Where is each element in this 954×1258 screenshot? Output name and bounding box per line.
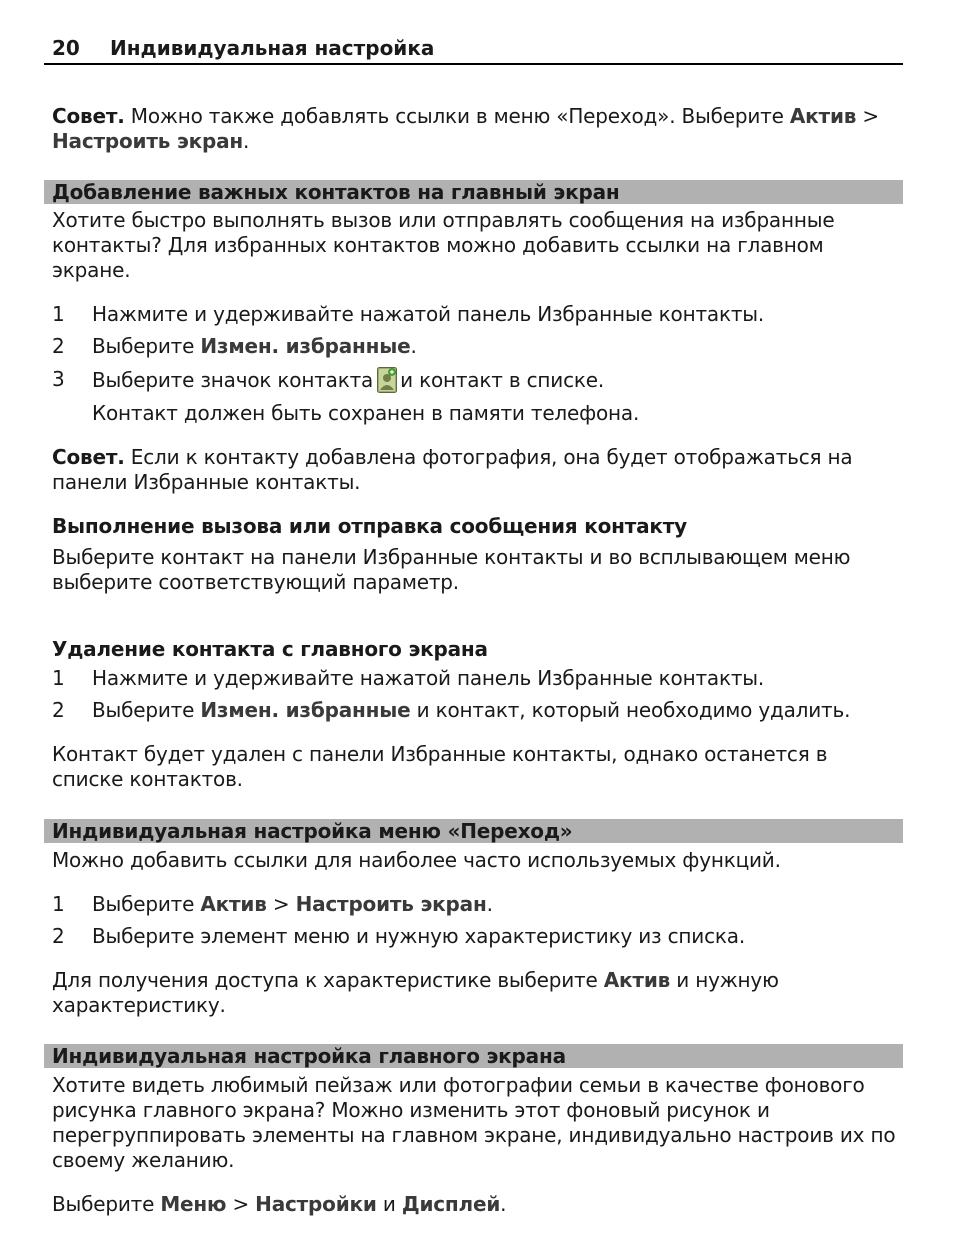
- step-text: Нажмите и удерживайте нажатой панель Избранные контакты.: [92, 302, 765, 326]
- tip-paragraph: [44, 104, 903, 154]
- step-text-part: и контакт, который необходимо удалить.: [410, 698, 851, 722]
- menu-path-display: Дисплей: [401, 1192, 501, 1216]
- page-header-title: Индивидуальная настройка: [110, 36, 435, 60]
- path-text: Выберите: [52, 1192, 161, 1216]
- tip-text: Если к контакту добавлена фотография, она будет отображаться на панели Избранные контакты.: [52, 445, 853, 494]
- tip-label: Совет.: [52, 445, 125, 469]
- step-text-part: Выберите: [92, 334, 201, 358]
- subsection-heading: Выполнение вызова или отправка сообщения контакту: [52, 514, 688, 538]
- step-text: [92, 698, 850, 723]
- step-number: 1: [52, 666, 65, 690]
- step-item: [44, 924, 903, 949]
- subsection-text: Выберите контакт на панели Избранные контакты и во всплывающем меню выберите соответствующий параметр.: [52, 545, 851, 594]
- menu-path-menu: Меню: [160, 1192, 227, 1216]
- path-text: и: [376, 1192, 402, 1216]
- outro-text: и нужную характеристику.: [52, 968, 779, 1017]
- section-intro: Хотите видеть любимый пейзаж или фотографии семьи в качестве фонового рисунка главного экрана? Можно изменить этот фоновый рисунок и перегруппировать элементы на главном экране, индивидуально настроив их по своему желанию.: [52, 1073, 896, 1172]
- page-header: [44, 34, 903, 65]
- menu-path-paragraph: [44, 1192, 903, 1217]
- step-note-text: Контакт должен быть сохранен в памяти телефона.: [92, 401, 640, 425]
- menu-path-active: Актив: [603, 968, 671, 992]
- step-item: [44, 302, 903, 327]
- step-note: [44, 401, 903, 426]
- menu-path-active: Актив: [200, 892, 267, 916]
- menu-path-settings: Настройки: [255, 1192, 377, 1216]
- step-number: 2: [52, 698, 65, 722]
- menu-path-separator: >: [266, 892, 296, 916]
- step-indent: [52, 401, 92, 426]
- step-item: [44, 334, 903, 359]
- menu-option-edit-favorites: Измен. избранные: [200, 334, 411, 358]
- step-text-part: и контакт в списке.: [400, 368, 605, 392]
- step-text-part: Выберите: [92, 698, 201, 722]
- tip-paragraph: [44, 445, 903, 495]
- step-text: [92, 334, 417, 359]
- menu-path-separator: >: [856, 104, 879, 128]
- section-heading: Добавление важных контактов на главный экран: [44, 180, 903, 204]
- menu-path-customize-screen: Настроить экран: [295, 892, 487, 916]
- tip-end: .: [243, 129, 250, 153]
- step-text: [92, 892, 493, 917]
- menu-path-separator: >: [226, 1192, 256, 1216]
- step-text-part: .: [410, 334, 417, 358]
- manual-page: [44, 34, 903, 1217]
- step-number: 2: [52, 334, 65, 358]
- path-text: .: [500, 1192, 507, 1216]
- step-item: [44, 367, 903, 393]
- step-number: 3: [52, 367, 65, 391]
- step-text: [92, 367, 604, 393]
- section-heading: Индивидуальная настройка меню «Переход»: [44, 819, 903, 843]
- section-intro: Хотите быстро выполнять вызов или отправлять сообщения на избранные контакты? Для избранных контактов можно добавить ссылки на главном экране.: [52, 208, 835, 282]
- subsection-heading: Удаление контакта с главного экрана: [52, 637, 488, 661]
- outro-text: Для получения доступа к характеристике выберите: [52, 968, 604, 992]
- step-text-part: Выберите: [92, 892, 201, 916]
- section-heading: Индивидуальная настройка главного экрана: [44, 1044, 903, 1068]
- tip-label: Совет.: [52, 104, 125, 128]
- result-paragraph: Контакт будет удален с панели Избранные контакты, однако останется в списке контактов.: [52, 742, 828, 791]
- step-text-part: Выберите значок контакта: [92, 368, 374, 392]
- menu-path-customize-screen: Настроить экран: [52, 129, 244, 153]
- step-number: 1: [52, 302, 65, 326]
- outro-paragraph: [44, 968, 903, 1018]
- step-item: [44, 892, 903, 917]
- step-item: [44, 666, 903, 691]
- tip-text: Можно также добавлять ссылки в меню «Переход». Выберите: [124, 104, 790, 128]
- step-item: [44, 698, 903, 723]
- page-number: 20: [52, 36, 80, 60]
- step-number: 1: [52, 892, 65, 916]
- step-text: Выберите элемент меню и нужную характеристику из списка.: [92, 924, 745, 948]
- menu-option-edit-favorites: Измен. избранные: [200, 698, 411, 722]
- contact-add-icon: [377, 367, 397, 393]
- step-number: 2: [52, 924, 65, 948]
- menu-path-active: Актив: [789, 104, 857, 128]
- section-intro: Можно добавить ссылки для наиболее часто используемых функций.: [52, 848, 781, 872]
- step-text: Нажмите и удерживайте нажатой панель Избранные контакты.: [92, 666, 765, 690]
- step-text-part: .: [486, 892, 493, 916]
